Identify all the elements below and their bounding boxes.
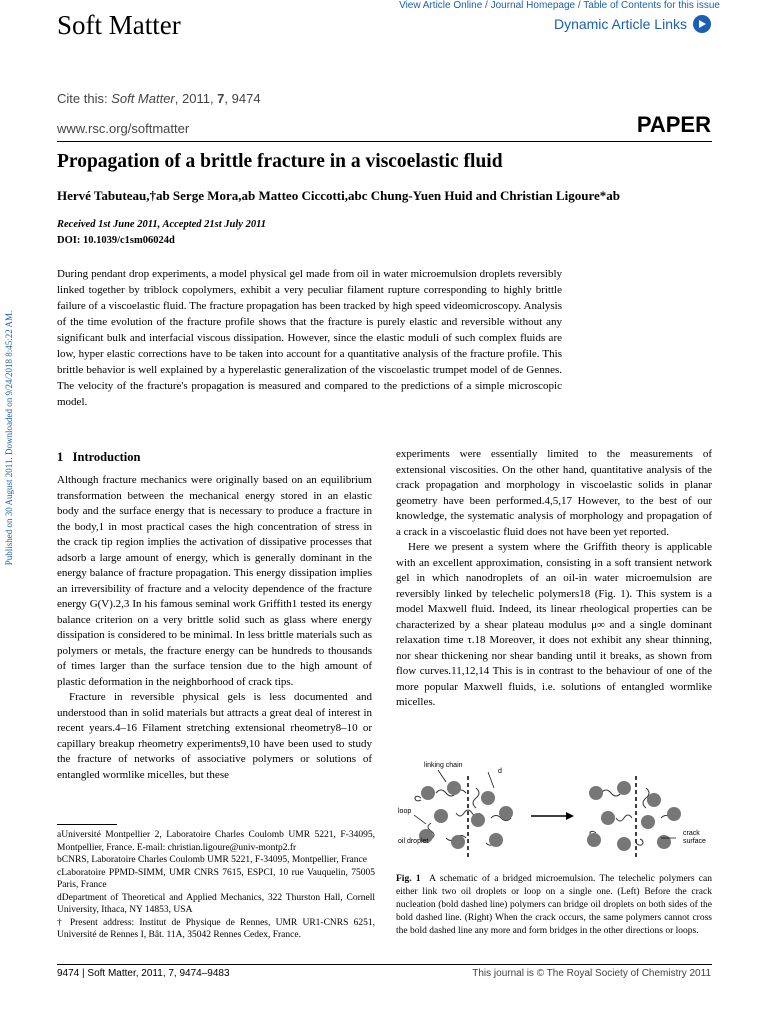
cite-page: , 9474 — [224, 91, 261, 106]
footnote: cLaboratoire PPMD-SIMM, UMR CNRS 7615, ESPCI, 10 rue Vauquelin, 75005 Paris, France — [57, 867, 375, 890]
figure-label: oil droplet — [398, 838, 429, 845]
figure-label: crack — [683, 830, 700, 837]
paragraph: experiments were essentially limited to the measurements of extensional viscosities. On the other hand, quantitative analysis of the crack propagation and morphology in viscoelastic solids in planar geometry have been performed.4,5,17 However, to the best of our knowledge, the systematic analysis of morphology and propagation of a crack in a viscoelastic fluid does not have been yet reported. — [396, 448, 712, 538]
section-number: 1 — [57, 450, 64, 464]
download-stamp: Published on 30 August 2011. Downloaded on 9/24/2018 8:45:22 AM. — [4, 310, 14, 566]
dynamic-links-label[interactable]: Dynamic Article Links — [553, 16, 687, 32]
received-dates: Received 1st June 2011, Accepted 21st July 2011 — [57, 219, 267, 230]
article-title: Propagation of a brittle fracture in a viscoelastic fluid — [57, 151, 503, 172]
figure-label: d — [498, 768, 502, 775]
footnote: † Present address: Institut de Physique de Rennes, UMR UR1-CNRS 6251, Université de Rennes I, Bât. 11A, 35042 Rennes Cedex, France. — [57, 917, 375, 940]
paragraph: Although fracture mechanics were originally based on an equilibrium transformation between the mechanical energy stored in an elastic body and the surface energy that is necessary to produce a fracture in the body,1 in most practical cases the high concentration of stress in the crack tip region implies the activation of dissipative processes that adsorb a large amount of energy, which is generally dominant in the energy balance of fracture propagation. This energy dissipation implies an irreversibility of fracture and a velocity dependence of the fracture energy G(V).2,3 In his famous seminal work Griffith1 tested its energy balance criterion on a very brittle solid such as glass where energy dissipation is considered to be minimal. In less brittle materials such as polymers or metals, the fracture energy can be hundreds to thousands of times larger than the surface tension due to the high amount of plastic deformation in the neighborhood of crack tips. — [57, 474, 372, 688]
left-column — [57, 473, 372, 783]
download-sidebar — [2, 290, 16, 590]
footnote: dDepartment of Theoretical and Applied Mechanics, 322 Thurston Hall, Cornell University, Ithaca, NY 14853, USA — [57, 892, 375, 915]
journal-website[interactable]: www.rsc.org/softmatter — [57, 121, 190, 136]
cite-journal: Soft Matter — [111, 91, 175, 106]
figure-caption — [396, 873, 712, 938]
footnote: bCNRS, Laboratoire Charles Coulomb UMR 5221, F-34095, Montpellier, France — [57, 855, 367, 865]
figure-label: loop — [398, 808, 412, 815]
cite-volume: 7 — [217, 91, 225, 106]
figure-1 — [396, 758, 712, 860]
footnote: aUniversité Montpellier 2, Laboratoire Charles Coulomb UMR 5221, F-34095, Montpellier, France. E-mail: christian.ligoure@univ-montp2.fr — [57, 830, 375, 853]
author-list: Hervé Tabuteau,†ab Serge Mora,ab Matteo Ciccotti,abc Chung-Yuen Huid and Christian Ligoure*ab — [57, 188, 621, 203]
section-heading — [57, 450, 140, 465]
play-arrow-icon[interactable] — [693, 15, 711, 33]
paragraph: Here we present a system where the Griffith theory is applicable with an excellent approximation, consisting in a soft transient network gel in which nanodroplets of an oil-in water microemulsion are reversibly linked by telechelic polymers18 (Fig. 1). This system is a model Maxwell fluid. Indeed, its linear rheological properties can be characterized by a shear plateau modulus μ∞ and a single dominant relaxation time τ.18 Moreover, it does not exhibit any shear thinning, nor shear thickening nor shear banding until it breaks, as shown from flow curves.11,12,14 This is in contrast to the behaviour of one of the more popular Maxwell fluids, i.e. solutions of entangled wormlike micelles. — [396, 541, 712, 708]
figure-label: surface — [683, 838, 706, 845]
abstract: During pendant drop experiments, a model physical gel made from oil in water microemulsion droplets reversibly linked together by triblock copolymers, exhibit a very peculiar filament rupture corresponding to highly brittle failure of a viscoelastic fluid. The fracture propagation has been tracked by high speed videomicroscopy. Analysis of the time evolution of the fracture profile shows that the fracture is purely elastic and reversible without any significant bulk and interfacial viscous dissipation. However, since the elastic moduli of such complex fluids are low, hyper elastic corrections have to be taken into account for a quantitative analysis of the fracture profile. This brittle behavior is well explained by a hyperelastic generalization of the viscoelastic trumpet model of de Gennes. The velocity of the fracture's propagation is measured and compared to the predictions of a simple microscopic model. — [57, 268, 562, 408]
footer-rule — [57, 964, 712, 965]
article-links[interactable]: View Article Online / Journal Homepage / Table of Contents for this issue — [399, 0, 720, 11]
citation-line — [57, 91, 261, 106]
microemulsion-schematic — [396, 758, 712, 860]
cite-year: , 2011, — [174, 91, 218, 106]
doi[interactable]: DOI: 10.1039/c1sm06024d — [57, 235, 175, 246]
right-column — [396, 447, 712, 711]
dynamic-article-links[interactable] — [554, 15, 711, 33]
cite-prefix: Cite this: — [57, 91, 112, 106]
caption-label: Fig. 1 — [396, 874, 421, 884]
page-citation: 9474 | Soft Matter, 2011, 7, 9474–9483 — [57, 968, 230, 979]
footnote-rule — [57, 824, 117, 825]
article-type: PAPER — [636, 112, 711, 137]
caption-text: A schematic of a bridged microemulsion. The telechelic polymers can either link two oil droplets or loop on a single one. (Left) Before the crack nucleation (bold dashed line) polymers can bridge oil droplets on both sides of the bold dashed line. (Right) When the crack occurs, the same polymers cannot cross the bold dashed line any more and form bridges in the other directions or loops. — [396, 874, 712, 936]
journal-title: Soft Matter — [57, 10, 181, 40]
copyright-notice: This journal is © The Royal Society of Chemistry 2011 — [472, 968, 711, 979]
affiliations — [57, 829, 375, 942]
section-title: Introduction — [72, 450, 141, 464]
figure-label: linking chain — [424, 762, 463, 769]
paragraph: Fracture in reversible physical gels is less documented and understood than in solid materials but attracts a great deal of interest in recent years.4–16 Filament stretching extensional rheometry8–10 or capillary breakup rheometry experiments9,10 have been used to study the fracture of networks of associative polymers or solutions of entangled wormlike micelles, but these — [57, 691, 372, 781]
header-rule — [57, 141, 712, 142]
